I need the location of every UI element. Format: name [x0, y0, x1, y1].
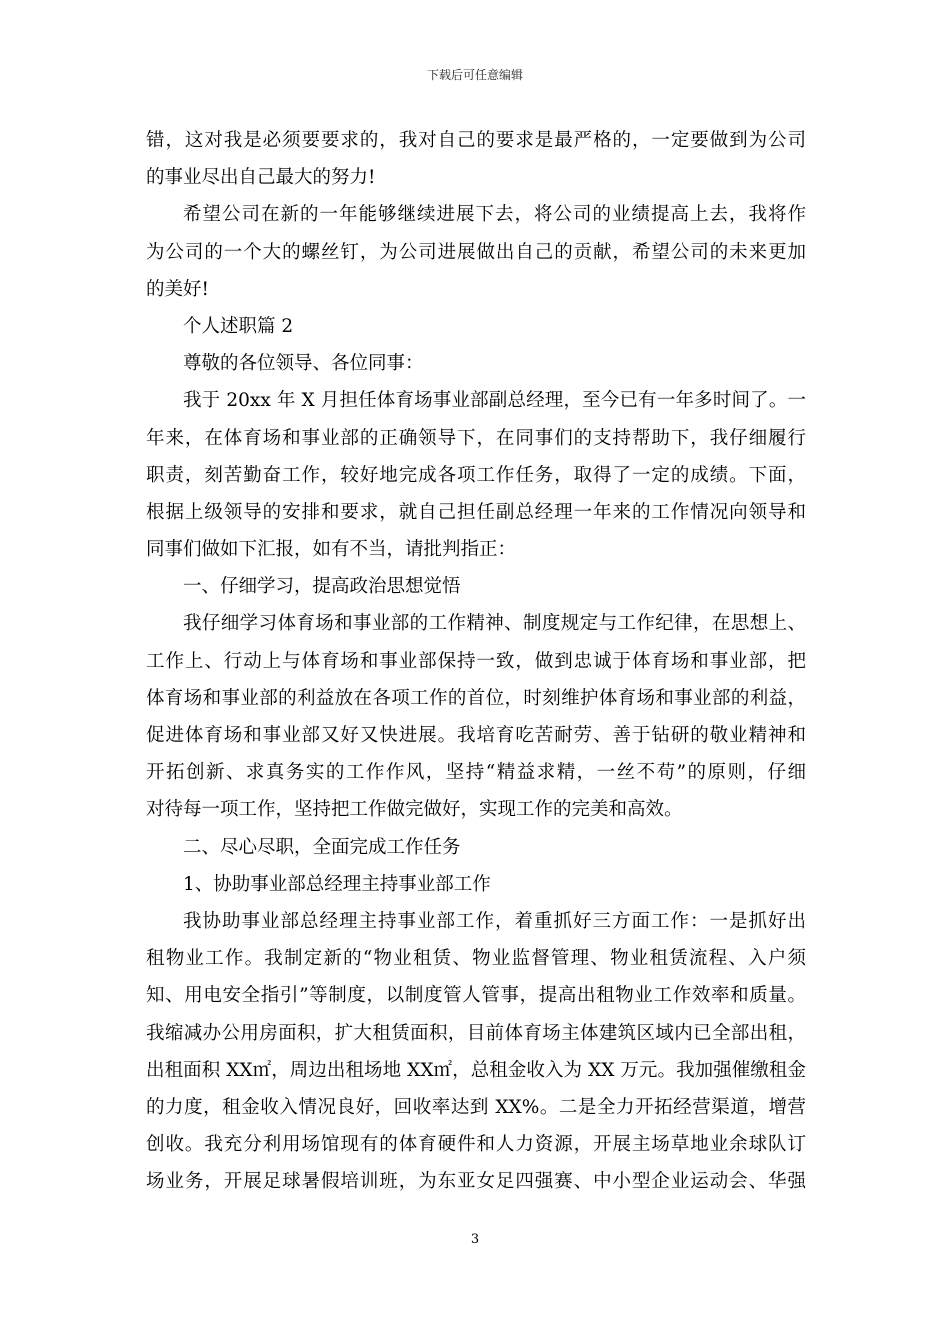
text-line: 对待每一项工作，坚持把工作做完做好，实现工作的完美和高效。	[146, 799, 683, 821]
text-line: 租物业工作。我制定新的“物业租赁、物业监督管理、物业租赁流程、入户须	[146, 948, 806, 970]
text-line: 二、尽心尽职，全面完成工作任务	[183, 836, 461, 858]
text-line: 年来，在体育场和事业部的正确领导下，在同事们的支持帮助下，我仔细履行	[146, 427, 806, 449]
text-line: 一、仔细学习，提高政治思想觉悟	[183, 576, 461, 598]
text-line: 错，这对我是必须要要求的，我对自己的要求是最严格的，一定要做到为公司	[146, 130, 806, 151]
text-line: 我协助事业部总经理主持事业部工作，着重抓好三方面工作：一是抓好出	[183, 910, 806, 932]
text-line: 场业务，开展足球暑假培训班，为东亚女足四强赛、中小型企业运动会、华强	[146, 1171, 806, 1193]
text-line: 出租面积 XX㎡，周边出租场地 XX㎡，总租金收入为 XX 万元。我加强催缴租金	[146, 1059, 806, 1081]
text-line: 工作上、行动上与体育场和事业部保持一致，做到忠诚于体育场和事业部，把	[146, 650, 806, 672]
page-header: 下载后可任意编辑	[426, 68, 523, 82]
text-line: 职责，刻苦勤奋工作，较好地完成各项工作任务，取得了一定的成绩。下面，	[146, 464, 806, 486]
text-line: 我缩减办公用房面积，扩大租赁面积，目前体育场主体建筑区域内已全部出租，	[146, 1022, 806, 1044]
text-line: 知、用电安全指引”等制度，以制度管人管事，提高出租物业工作效率和质量。	[146, 985, 806, 1007]
text-line: 的事业尽出自己最大的努力!	[146, 167, 376, 189]
text-line: 同事们做如下汇报，如有不当，请批判指正：	[146, 539, 517, 561]
text-line: 促进体育场和事业部又好又快进展。我培育吃苦耐劳、善于钻研的敬业精神和	[146, 725, 806, 746]
text-line: 我仔细学习体育场和事业部的工作精神、制度规定与工作纪律，在思想上、	[183, 613, 806, 635]
text-line: 希望公司在新的一年能够继续进展下去，将公司的业绩提高上去，我将作	[183, 204, 806, 226]
text-line: 为公司的一个大的螺丝钉，为公司进展做出自己的贡献，希望公司的未来更加	[146, 241, 806, 263]
text-line: 我于 20xx 年 X 月担任体育场事业部副总经理，至今已有一年多时间了。一	[183, 390, 806, 412]
text-line: 1、协助事业部总经理主持事业部工作	[183, 873, 491, 895]
text-line: 开拓创新、求真务实的工作作风，坚持“精益求精，一丝不苟”的原则，仔细	[146, 762, 806, 784]
text-line: 尊敬的各位领导、各位同事：	[183, 353, 424, 375]
text-line: 创收。我充分利用场馆现有的体育硬件和人力资源，开展主场草地业余球队订	[146, 1134, 806, 1156]
body-text	[146, 122, 806, 1200]
text-line: 个人述职篇 2	[183, 315, 294, 337]
text-line: 的美好!	[146, 278, 209, 300]
text-line: 体育场和事业部的利益放在各项工作的首位，时刻维护体育场和事业部的利益，	[146, 687, 806, 709]
page-number: 3	[470, 1232, 480, 1247]
text-line: 根据上级领导的安排和要求，就自己担任副总经理一年来的工作情况向领导和	[146, 501, 806, 523]
text-line: 的力度，租金收入情况良好，回收率达到 XX%。二是全力开拓经营渠道，增营	[146, 1096, 806, 1118]
